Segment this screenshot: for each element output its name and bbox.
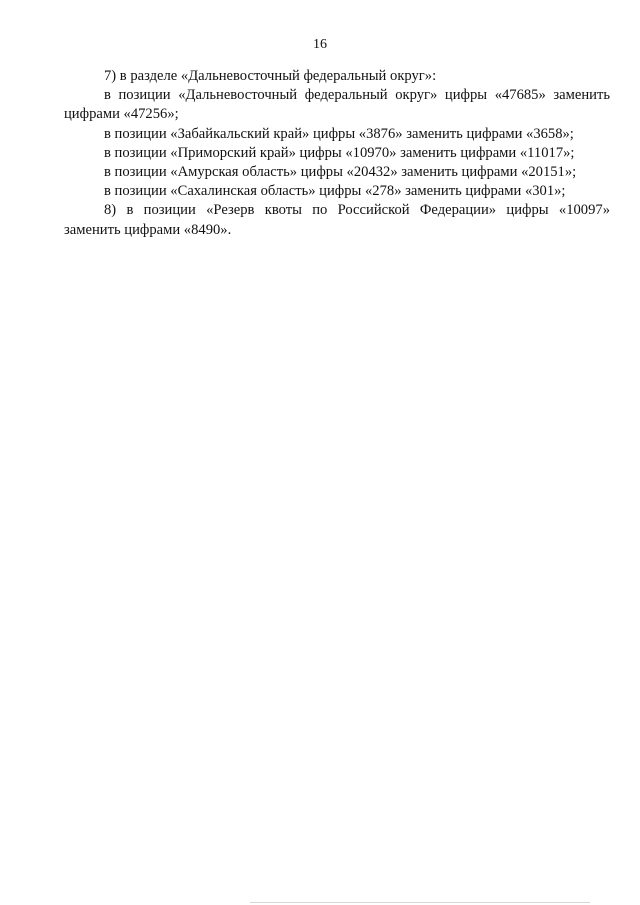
page-number: 16 — [313, 37, 327, 52]
paragraph-section-7: 7) в разделе «Дальневосточный федеральный округ»: — [104, 68, 437, 84]
paragraph-sakhalin: в позиции «Сахалинская область» цифры «278» заменить цифрами «301»; — [104, 183, 566, 200]
paragraph-section-8: 8) в позиции «Резерв квоты по Российской Федерации» цифры «10097» заменить цифрами «8490». — [64, 202, 610, 238]
paragraph-zabaikalsky: в позиции «Забайкальский край» цифры «3876» заменить цифрами «3658»; — [104, 125, 574, 142]
paragraph-amur: в позиции «Амурская область» цифры «20432» заменить цифрами «20151»; — [104, 164, 577, 181]
paragraph-primorsky: в позиции «Приморский край» цифры «10970» заменить цифрами «11017»; — [104, 144, 575, 161]
document-body — [64, 67, 610, 240]
scan-artifact-line — [250, 902, 590, 903]
paragraph-far-eastern-district: в позиции «Дальневосточный федеральный округ» цифры «47685» заменить цифрами «47256»; — [64, 87, 610, 123]
